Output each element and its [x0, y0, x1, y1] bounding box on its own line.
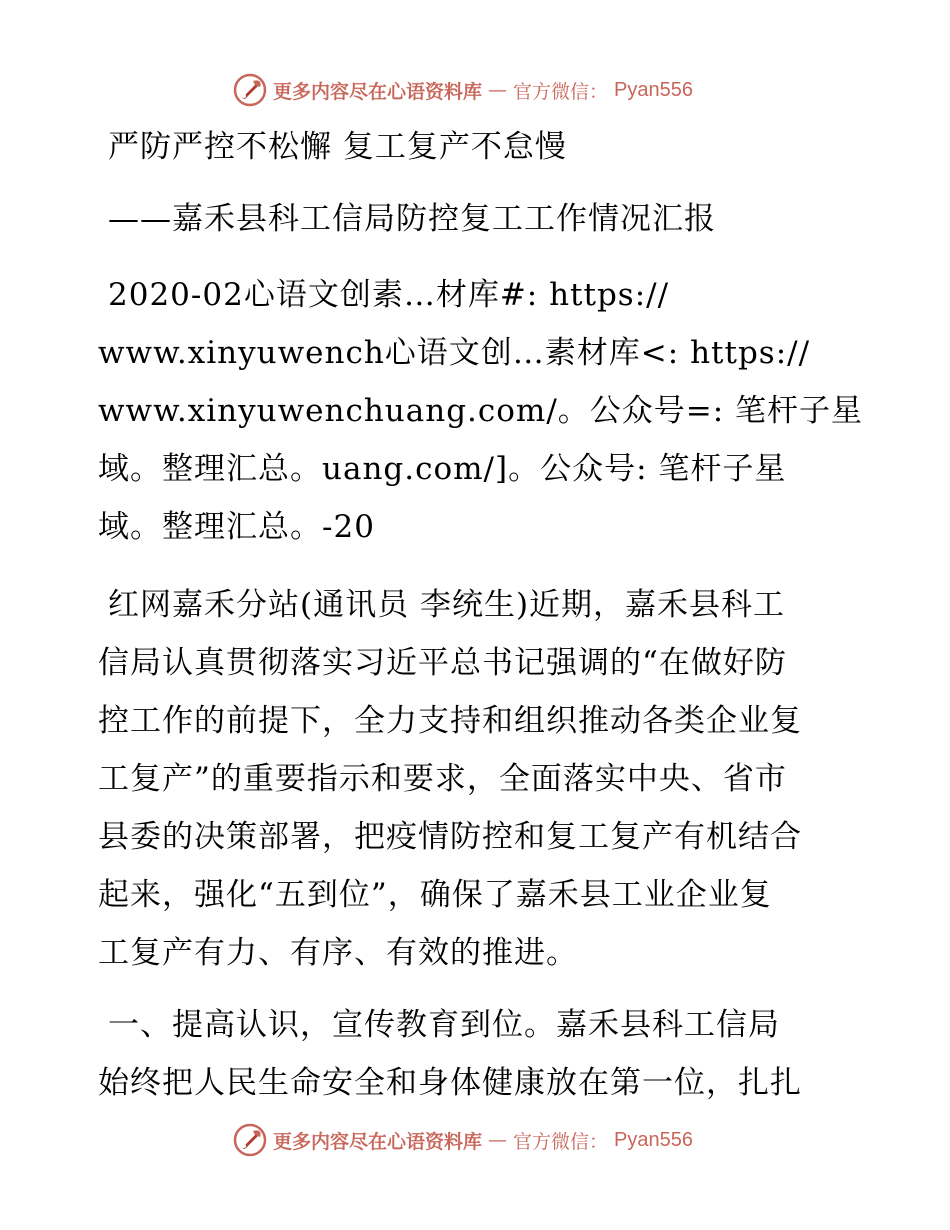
document-title-block: [98, 118, 858, 176]
banner-dash: —: [488, 1129, 508, 1151]
meta-line: 域。整理汇总。uang.com/]。公众号: 笔杆子星: [98, 451, 787, 487]
paragraph-line: 县委的决策部署，把疫情防控和复工复产有机结合: [98, 819, 802, 855]
meta-line: 域。整理汇总。-20: [98, 509, 375, 545]
meta-line: 2020-02心语文创素…材库#: https://: [108, 277, 670, 313]
banner-wechat-id: Pyan556: [614, 78, 693, 101]
paragraph-line: 工复产”的重要指示和要求，全面落实中央、省市: [98, 761, 787, 797]
paragraph-line: 红网嘉禾分站(通讯员 李统生)近期，嘉禾县科工: [108, 587, 786, 623]
footer-banner: [233, 1120, 693, 1160]
banner-wechat-label: 官方微信：: [513, 1130, 609, 1153]
paragraph-line: 一、提高认识，宣传教育到位。嘉禾县科工信局: [108, 1007, 780, 1043]
paragraph-section-one: [98, 996, 858, 1112]
meta-line: www.xinyuwench心语文创…素材库<: https://: [98, 335, 811, 371]
paragraph-intro: [98, 576, 858, 982]
banner-wechat-id: Pyan556: [614, 1128, 693, 1151]
paragraph-line: 信局认真贯彻落实习近平总书记强调的“在做好防: [98, 645, 787, 681]
banner-dash: —: [488, 79, 508, 101]
banner-wechat-label: 官方微信：: [513, 80, 609, 103]
paragraph-line: 始终把人民生命安全和身体健康放在第一位，扎扎: [98, 1065, 802, 1101]
document-subtitle-block: [98, 190, 858, 248]
document-subtitle: ——嘉禾县科工信局防控复工工作情况汇报: [108, 201, 716, 237]
header-banner: [233, 70, 693, 110]
document-title: 严防严控不松懈 复工复产不怠慢: [108, 129, 567, 165]
paragraph-line: 控工作的前提下，全力支持和组织推动各类企业复: [98, 703, 802, 739]
meta-line: www.xinyuwenchuang.com/。公众号=: 笔杆子星: [98, 393, 864, 429]
paragraph-line: 工复产有力、有序、有效的推进。: [98, 935, 578, 971]
quill-logo-icon: [233, 73, 267, 107]
banner-slogan: 更多内容尽在心语资料库: [273, 1130, 483, 1153]
banner-slogan: 更多内容尽在心语资料库: [273, 80, 483, 103]
quill-logo-icon: [233, 1123, 267, 1157]
paragraph-line: 起来，强化“五到位”，确保了嘉禾县工业企业复: [98, 877, 772, 913]
source-meta-block: [98, 266, 864, 556]
